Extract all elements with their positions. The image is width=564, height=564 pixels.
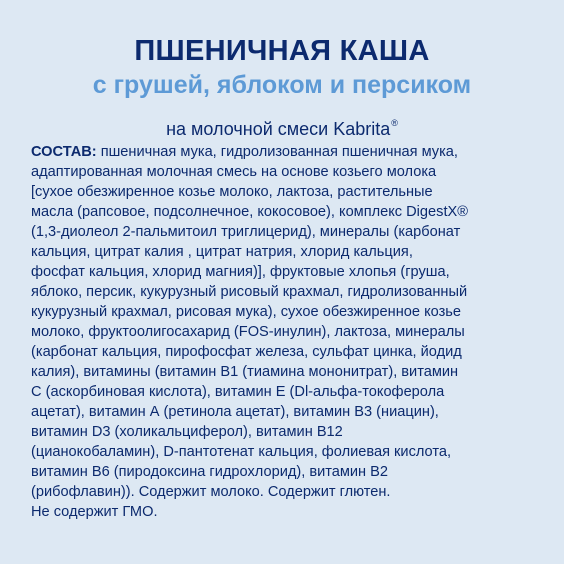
product-base-text	[0, 111, 564, 141]
product-title: ПШЕНИЧНАЯ КАША	[134, 35, 430, 67]
composition-line: витамин В6 (пиродоксина гидрохлорид), витамин В2	[31, 464, 389, 480]
composition-line: адаптированная молочная смесь на основе козьего молока	[31, 164, 437, 180]
base-text: на молочной смеси Kabrita	[166, 119, 391, 139]
product-subtitle: с грушей, яблоком и персиком	[92, 71, 472, 99]
composition-line: (1,3-диолеол 2-пальмитоил триглицерид), минералы (карбонат	[31, 224, 461, 240]
composition-line: яблоко, персик, кукурузный рисовый крахмал, гидролизованный	[31, 284, 468, 300]
composition-line: (цианокобаламин), D-пантотенат кальция, фолиевая кислота,	[31, 444, 452, 460]
composition-line: кальция, цитрат калия , цитрат натрия, хлорид кальция,	[31, 244, 413, 260]
composition-line: калия), витамины (витамин B1 (тиамина мононитрат), витамин	[31, 364, 459, 380]
composition-line: (карбонат кальция, пирофосфат железа, сульфат цинка, йодид	[31, 344, 462, 360]
composition-label: СОСТАВ:	[31, 144, 97, 160]
composition-line: [сухое обезжиренное козье молоко, лактоза, растительные	[31, 184, 433, 200]
composition-line: Не содержит ГМО.	[31, 504, 158, 520]
composition-line: кукурузный крахмал, рисовая мука), сухое обезжиренное козье	[31, 304, 461, 320]
composition-line: фосфат кальция, хлорид магния)], фруктовые хлопья (груша,	[31, 264, 450, 280]
composition-line: витамин D3 (холикальциферол), витамин В12	[31, 424, 343, 440]
registered-mark: ®	[391, 118, 398, 128]
composition-line: масла (рапсовое, подсолнечное, кокосовое), комплекс DigestX®	[31, 204, 469, 220]
composition-block	[31, 142, 536, 522]
composition-line: ацетат), витамин А (ретинола ацетат), витамин В3 (ниацин),	[31, 404, 439, 420]
composition-line	[31, 142, 536, 162]
composition-line: (рибофлавин)). Содержит молоко. Содержит глютен.	[31, 484, 391, 500]
composition-text: пшеничная мука, гидролизованная пшеничная мука,	[96, 144, 458, 160]
composition-line: молоко, фруктоолигосахарид (FOS-инулин), лактоза, минералы	[31, 324, 465, 340]
composition-line: С (аскорбиновая кислота), витамин Е (Dl-альфа-токоферола	[31, 384, 445, 400]
